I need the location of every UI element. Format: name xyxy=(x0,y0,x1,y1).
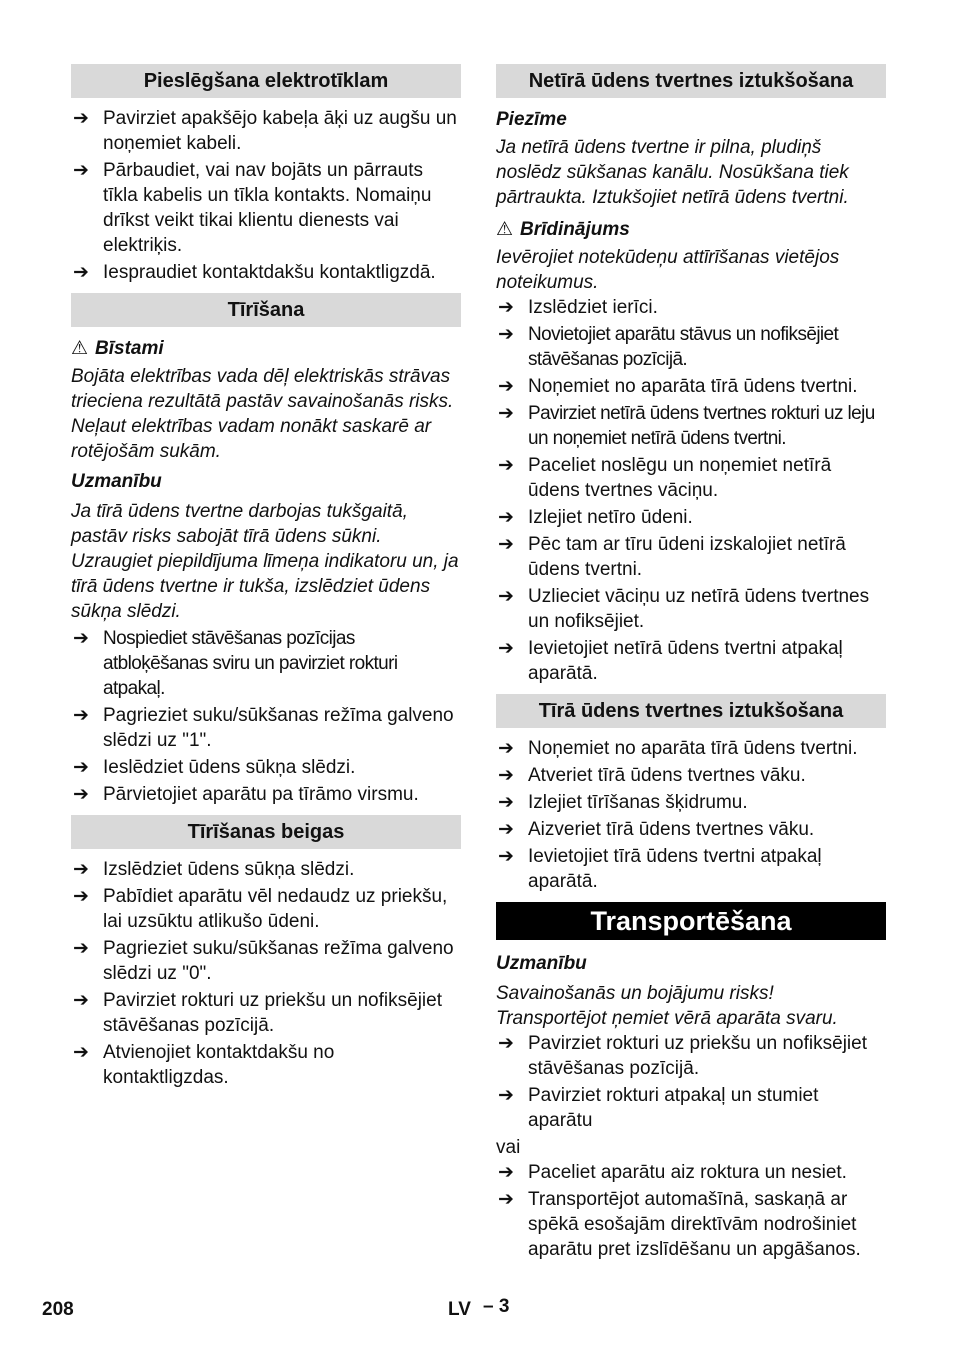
note-label: Piezīme xyxy=(496,109,567,130)
arrow-right-icon: ➔ xyxy=(498,403,514,424)
list-item: ➔ Novietojiet aparātu stāvus un nofiksējiet stāvēšanas pozīcijā. xyxy=(498,324,839,370)
list-item: ➔ Pavirziet apakšējo kabeļa āķi uz augšu un noņemiet kabeli. xyxy=(73,108,457,154)
warning-label: ⚠ Brīdinājums xyxy=(496,219,630,240)
arrow-right-icon: ➔ xyxy=(73,705,89,726)
list-item: ➔ Nospiediet stāvēšanas pozīcijas atbloķēšanas sviru un pavirziet rokturi atpakaļ. xyxy=(73,628,398,699)
warning-triangle-icon: ⚠ xyxy=(496,219,514,240)
chapter-heading-transport: Transportēšana xyxy=(496,902,886,940)
arrow-right-icon: ➔ xyxy=(73,784,89,805)
list-item: ➔ Pavirziet rokturi uz priekšu un nofiksējiet stāvēšanas pozīcijā. xyxy=(73,990,442,1036)
list-item: ➔ Pavirziet netīrā ūdens tvertnes rokturi uz leju un noņemiet netīrā ūdens tvertni. xyxy=(498,403,875,449)
warning-text: Ievērojiet notekūdeņu attīrīšanas vietējos noteikumus. xyxy=(496,247,840,293)
caution-text: Savainošanās un bojājumu risks! Transportējot ņemiet vērā aparāta svaru. xyxy=(496,983,838,1029)
list-item: ➔ Pavirziet rokturi uz priekšu un nofiksējiet stāvēšanas pozīcijā. xyxy=(498,1033,867,1079)
list-item: ➔ Ievietojiet netīrā ūdens tvertni atpakaļ aparātā. xyxy=(498,638,843,684)
list-item: ➔ Pārvietojiet aparātu pa tīrāmo virsmu. xyxy=(73,784,419,805)
arrow-right-icon: ➔ xyxy=(498,534,514,555)
page-number: 208 xyxy=(42,1299,74,1320)
list-item: ➔ Atveriet tīrā ūdens tvertnes vāku. xyxy=(498,765,806,786)
transport-list-a xyxy=(496,1031,886,1133)
section-page-number: – 3 xyxy=(483,1296,510,1317)
note-text: Ja netīrā ūdens tvertne ir pilna, pludiņš noslēdz sūkšanas kanālu. Nosūkšana tiek pārtraukta. Iztukšojiet netīrā ūdens tvertni. xyxy=(496,137,849,208)
dirty-water-list xyxy=(496,295,886,686)
list-item: ➔ Pagrieziet suku/sūkšanas režīma galveno slēdzi uz "1". xyxy=(73,705,454,751)
list-item: ➔ Pēc tam ar tīru ūdeni izskalojiet netīrā ūdens tvertni. xyxy=(498,534,846,580)
list-item: ➔ Uzlieciet vāciņu uz netīrā ūdens tvertnes un nofiksējiet. xyxy=(498,586,870,632)
arrow-right-icon: ➔ xyxy=(498,1033,514,1054)
right-column xyxy=(496,64,886,1264)
list-item: ➔ Iespraudiet kontaktdakšu kontaktligzdā. xyxy=(73,262,436,283)
arrow-right-icon: ➔ xyxy=(498,738,514,759)
arrow-right-icon: ➔ xyxy=(498,1189,514,1210)
clean-water-list xyxy=(496,736,886,894)
warning-triangle-icon: ⚠ xyxy=(71,338,89,359)
arrow-right-icon: ➔ xyxy=(73,628,89,649)
list-item: ➔ Pabīdiet aparātu vēl nedaudz uz priekšu, lai uzsūktu atlikušo ūdeni. xyxy=(73,886,448,932)
transport-list-b xyxy=(496,1160,886,1262)
end-of-cleaning-list xyxy=(71,857,461,1090)
arrow-right-icon: ➔ xyxy=(498,1085,514,1106)
list-item: ➔ Atvienojiet kontaktdakšu no kontaktligzdas. xyxy=(73,1042,335,1088)
arrow-right-icon: ➔ xyxy=(498,765,514,786)
or-text: vai xyxy=(496,1137,521,1158)
caution-label: Uzmanību xyxy=(496,953,587,974)
section-heading-dirty-water-tank: Netīrā ūdens tvertnes iztukšošana xyxy=(496,64,886,98)
arrow-right-icon: ➔ xyxy=(73,262,89,283)
arrow-right-icon: ➔ xyxy=(73,859,89,880)
section-heading-clean-water-tank: Tīrā ūdens tvertnes iztukšošana xyxy=(496,694,886,728)
arrow-right-icon: ➔ xyxy=(498,846,514,867)
arrow-right-icon: ➔ xyxy=(73,1042,89,1063)
danger-label: ⚠ Bīstami xyxy=(71,338,164,359)
list-item: ➔ Paceliet noslēgu un noņemiet netīrā ūdens tvertnes vāciņu. xyxy=(498,455,832,501)
language-code: LV xyxy=(448,1299,471,1320)
section-heading-cleaning: Tīrīšana xyxy=(71,293,461,327)
list-item: ➔ Izslēdziet ūdens sūkņa slēdzi. xyxy=(73,859,355,880)
arrow-right-icon: ➔ xyxy=(73,160,89,181)
power-connection-list xyxy=(71,106,461,285)
list-item: ➔ Izlejiet netīro ūdeni. xyxy=(498,507,693,528)
arrow-right-icon: ➔ xyxy=(73,938,89,959)
arrow-right-icon: ➔ xyxy=(498,297,514,318)
arrow-right-icon: ➔ xyxy=(498,586,514,607)
list-item: ➔ Pavirziet rokturi atpakaļ un stumiet aparātu xyxy=(498,1085,819,1131)
list-item: ➔ Noņemiet no aparāta tīrā ūdens tvertni. xyxy=(498,376,858,397)
list-item: ➔ Transportējot automašīnā, saskaņā ar spēkā esošajām direktīvām nodrošiniet aparātu pret izslīdēšanu un apgāšanos. xyxy=(498,1189,861,1260)
caution-text: Ja tīrā ūdens tvertne darbojas tukšgaitā, pastāv risks sabojāt tīrā ūdens sūkni. Uzraugiet piepildījuma līmeņa indikatoru un, ja tīrā ūdens tvertne ir tukša, izslēdziet ūdens sūkņa slēdzi. xyxy=(71,501,459,622)
danger-text: Bojāta elektrības vada dēļ elektriskās strāvas trieciena rezultātā pastāv savainošanās risks. Neļaut elektrības vadam nonākt saskarē ar rotējošām sukām. xyxy=(71,366,454,462)
arrow-right-icon: ➔ xyxy=(498,507,514,528)
arrow-right-icon: ➔ xyxy=(498,1162,514,1183)
arrow-right-icon: ➔ xyxy=(498,638,514,659)
list-item: ➔ Ieslēdziet ūdens sūkņa slēdzi. xyxy=(73,757,356,778)
arrow-right-icon: ➔ xyxy=(498,376,514,397)
left-column xyxy=(71,64,461,1092)
arrow-right-icon: ➔ xyxy=(498,792,514,813)
list-item: ➔ Izlejiet tīrīšanas šķidrumu. xyxy=(498,792,748,813)
list-item: ➔ Pagrieziet suku/sūkšanas režīma galveno slēdzi uz "0". xyxy=(73,938,454,984)
list-item: ➔ Pārbaudiet, vai nav bojāts un pārrauts tīkla kabelis un tīkla kontakts. Nomaiņu drīkst veikt tikai klientu dienests vai elektriķis. xyxy=(73,160,432,256)
caution-label: Uzmanību xyxy=(71,471,162,492)
list-item: ➔ Ievietojiet tīrā ūdens tvertni atpakaļ aparātā. xyxy=(498,846,822,892)
arrow-right-icon: ➔ xyxy=(73,757,89,778)
list-item: ➔ Aizveriet tīrā ūdens tvertnes vāku. xyxy=(498,819,815,840)
cleaning-list xyxy=(71,626,461,807)
arrow-right-icon: ➔ xyxy=(73,108,89,129)
list-item: ➔ Noņemiet no aparāta tīrā ūdens tvertni. xyxy=(498,738,858,759)
section-heading-end-of-cleaning: Tīrīšanas beigas xyxy=(71,815,461,849)
list-item: ➔ Izslēdziet ierīci. xyxy=(498,297,658,318)
section-heading-power-connection: Pieslēgšana elektrotīklam xyxy=(71,64,461,98)
arrow-right-icon: ➔ xyxy=(498,819,514,840)
arrow-right-icon: ➔ xyxy=(498,455,514,476)
arrow-right-icon: ➔ xyxy=(73,990,89,1011)
arrow-right-icon: ➔ xyxy=(498,324,514,345)
list-item: ➔ Paceliet aparātu aiz roktura un nesiet. xyxy=(498,1162,847,1183)
arrow-right-icon: ➔ xyxy=(73,886,89,907)
